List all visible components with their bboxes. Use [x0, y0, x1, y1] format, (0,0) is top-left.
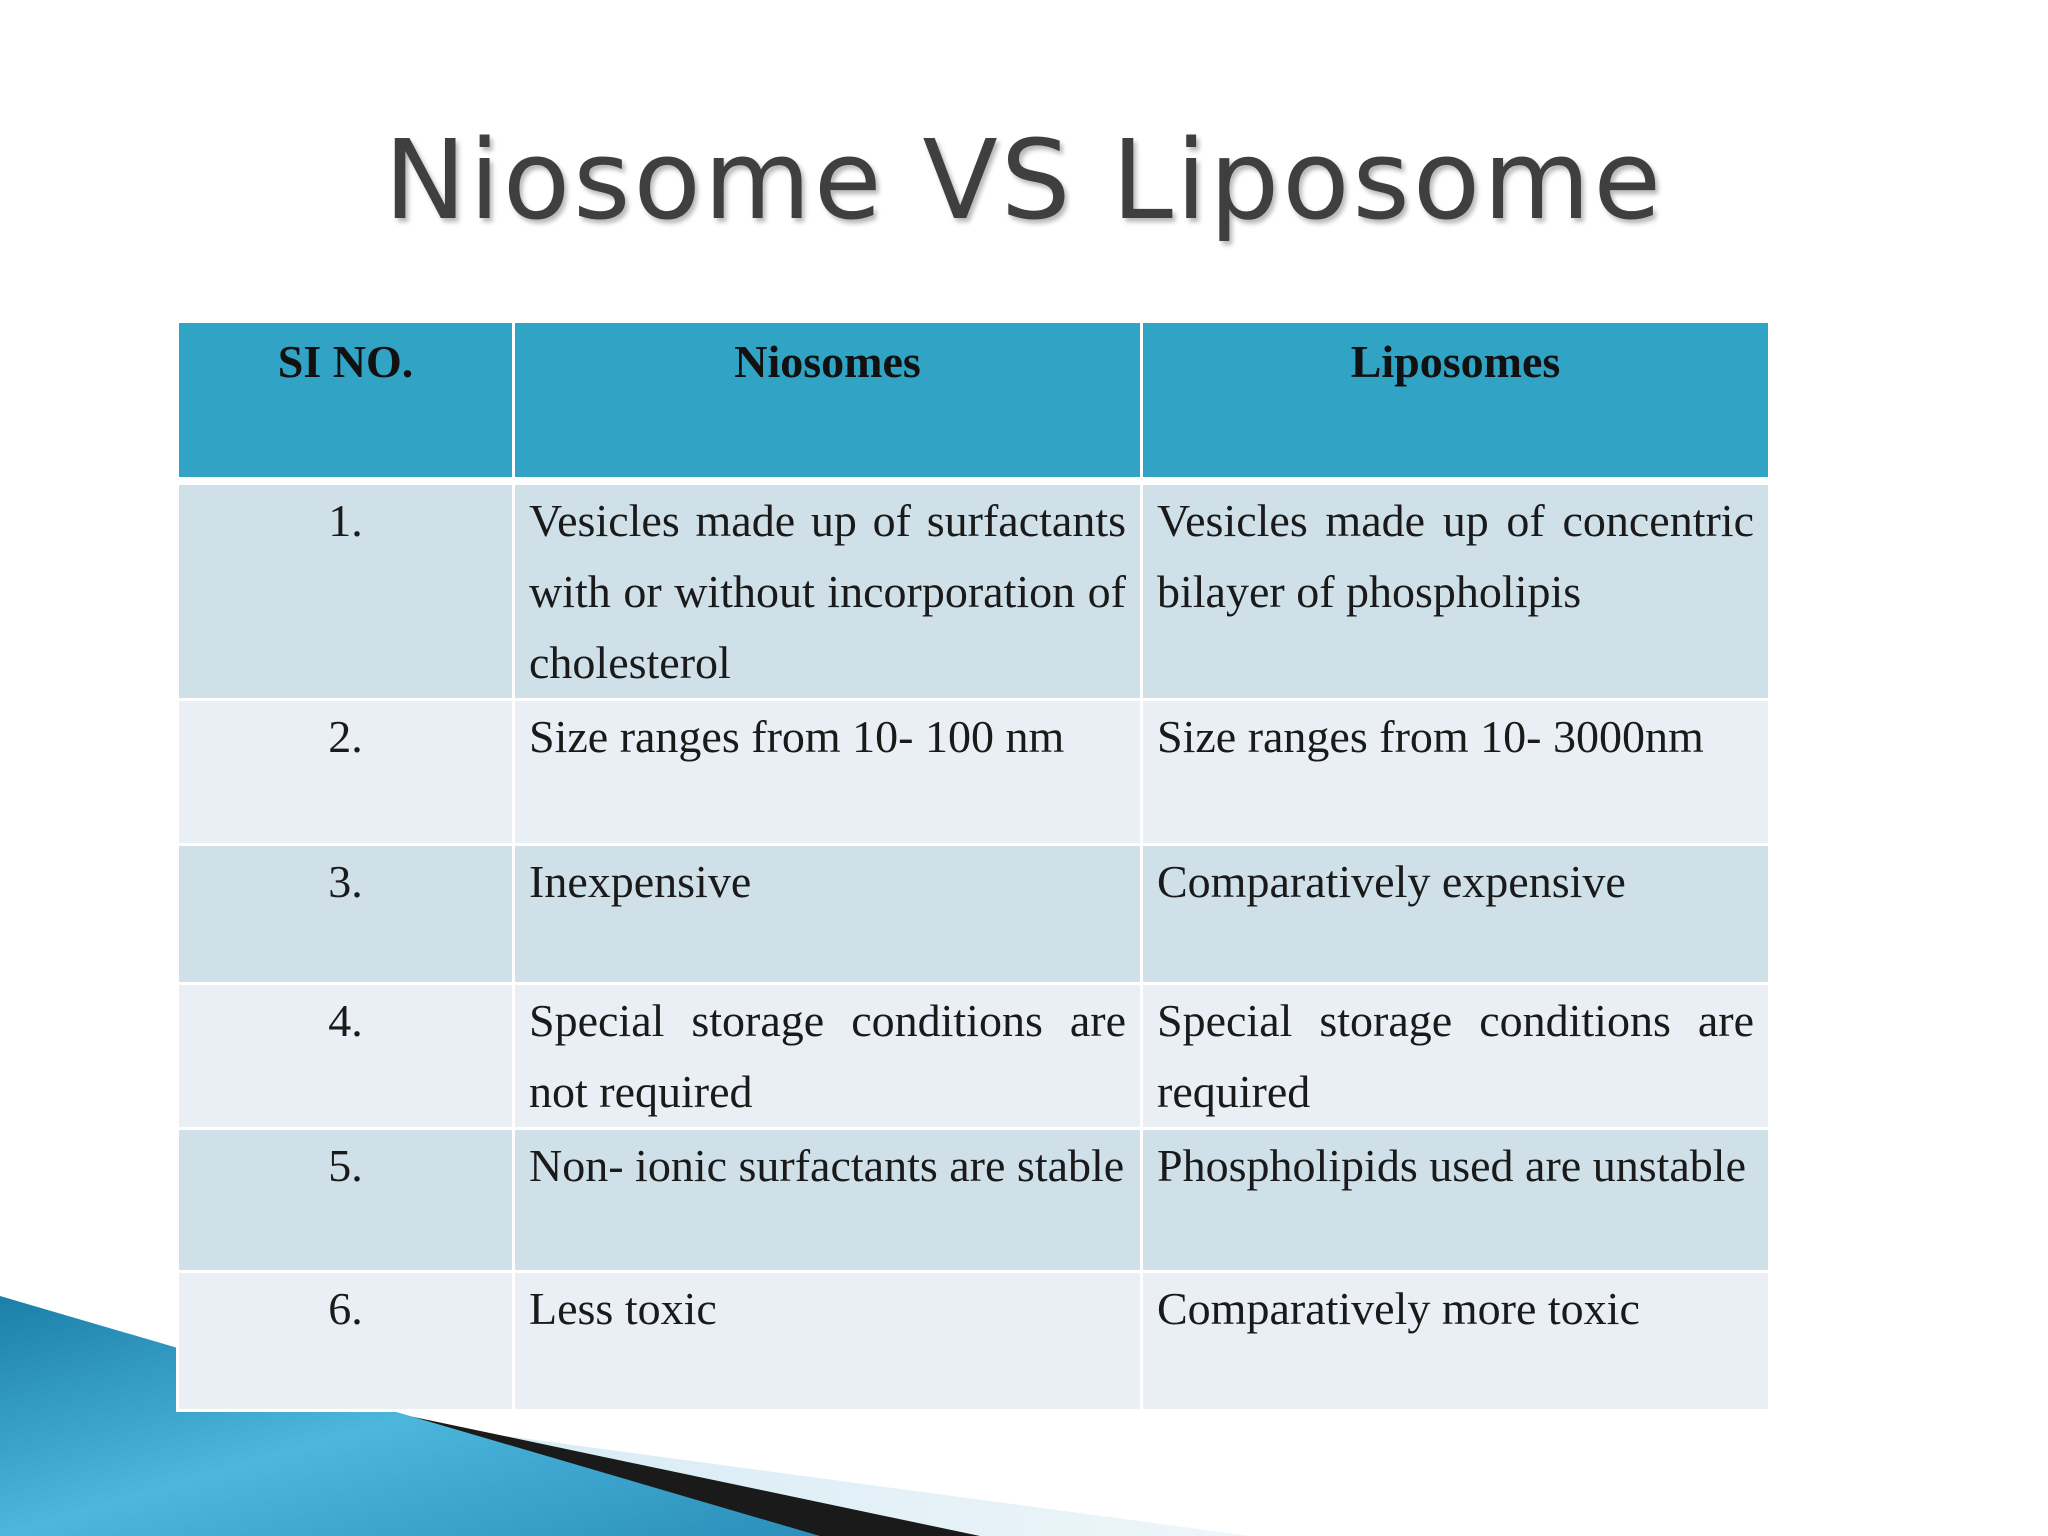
liposomes-cell: Vesicles made up of concentric bilayer of phospholipis	[1142, 481, 1770, 700]
slide-title: Niosome VS Liposome	[384, 116, 1664, 244]
row-number: 1.	[178, 481, 514, 700]
table-row	[178, 845, 1770, 984]
table-row	[178, 1129, 1770, 1272]
table-row	[178, 1272, 1770, 1411]
header-niosomes: Niosomes	[514, 322, 1142, 482]
liposomes-cell: Special storage conditions are required	[1142, 984, 1770, 1129]
liposomes-cell: Phospholipids used are unstable	[1142, 1129, 1770, 1272]
table-row	[178, 984, 1770, 1129]
comparison-table	[176, 320, 1771, 1412]
table-row	[178, 481, 1770, 700]
table-header-row	[178, 322, 1770, 482]
niosomes-cell: Less toxic	[514, 1272, 1142, 1411]
niosomes-cell: Size ranges from 10- 100 nm	[514, 700, 1142, 845]
liposomes-cell: Comparatively more toxic	[1142, 1272, 1770, 1411]
niosomes-cell: Inexpensive	[514, 845, 1142, 984]
row-number: 2.	[178, 700, 514, 845]
niosomes-cell: Special storage conditions are not required	[514, 984, 1142, 1129]
row-number: 5.	[178, 1129, 514, 1272]
row-number: 4.	[178, 984, 514, 1129]
header-si-no: SI NO.	[178, 322, 514, 482]
table-row	[178, 700, 1770, 845]
header-liposomes: Liposomes	[1142, 322, 1770, 482]
liposomes-cell: Comparatively expensive	[1142, 845, 1770, 984]
row-number: 3.	[178, 845, 514, 984]
liposomes-cell: Size ranges from 10- 3000nm	[1142, 700, 1770, 845]
niosomes-cell: Vesicles made up of surfactants with or without incorporation of cholesterol	[514, 481, 1142, 700]
niosomes-cell: Non- ionic surfactants are stable	[514, 1129, 1142, 1272]
row-number: 6.	[178, 1272, 514, 1411]
